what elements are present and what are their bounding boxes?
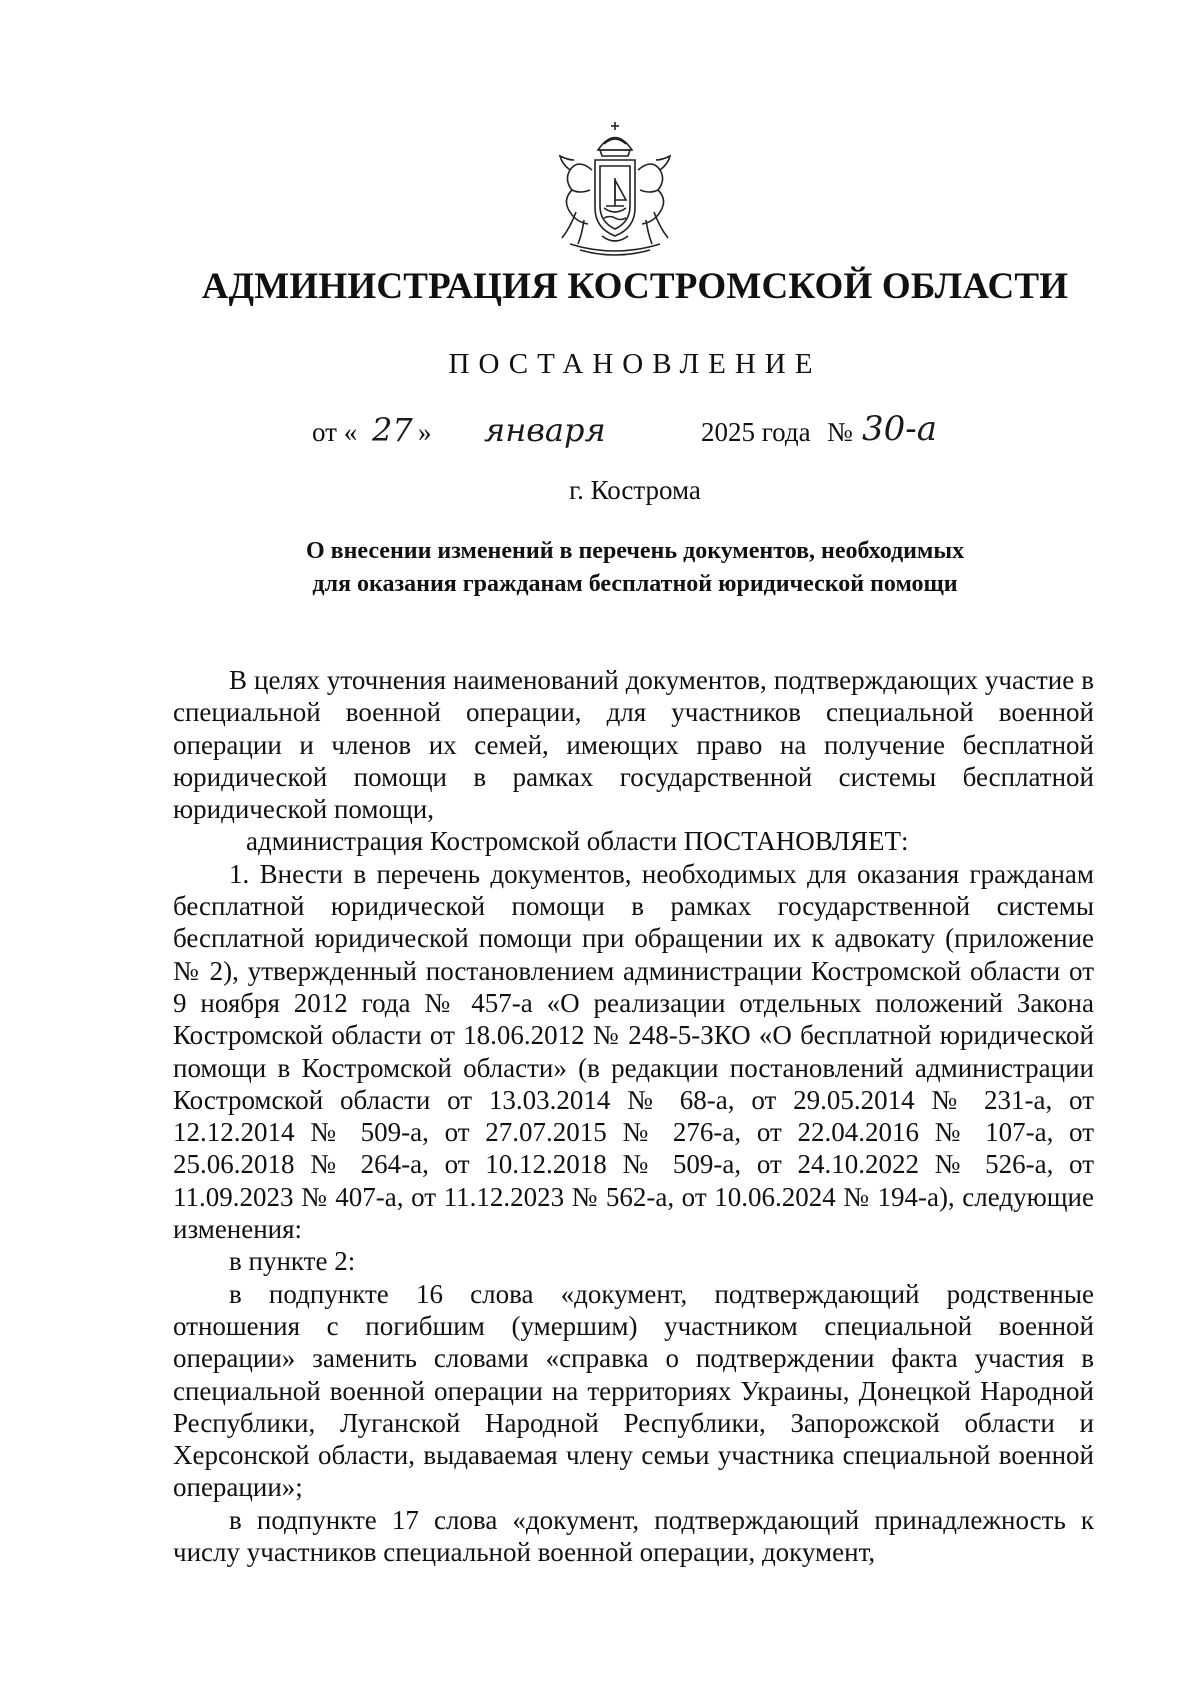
paragraph-preamble: В целях уточнения наименований документов, подтверждающих участие в специальной военной операции, для участников специальной военной операции и членов их семей, имеющих право на получение бесплатной юридической помощи в рамках государственной системы бесплатной юридической помощи, <box>173 665 1094 825</box>
coat-of-arms-icon <box>540 120 690 260</box>
date-prefix: от « <box>312 417 358 447</box>
handwritten-month: января <box>484 411 606 449</box>
date-number-line <box>0 405 1200 465</box>
paragraph-resolves: администрация Костромской области ПОСТАНОВЛЯЕТ: <box>246 826 909 857</box>
paragraph-subpoint-17: в подпункте 17 слова «документ, подтверждающий принадлежность к числу участников специальной военной операции, документ, <box>173 1504 1094 1568</box>
number-sign: № <box>827 417 853 447</box>
subject-line: для оказания гражданам бесплатной юридической помощи <box>312 571 958 597</box>
document-body <box>173 664 1094 1568</box>
handwritten-number: 30-а <box>862 409 938 449</box>
paragraph-point-2: в пункте 2: <box>229 1246 356 1277</box>
document-type: ПОСТАНОВЛЕНИЕ <box>448 348 822 380</box>
paragraph-item-1: 1. Внести в перечень документов, необходимых для оказания гражданам бесплатной юридической помощи в рамках государственной системы бесплатной юридической помощи при обращении их к адвокату (приложение № 2), утвержденный постановлением администрации Костромской области от 9 ноября 2012 года № 457-а «О реализации отдельных положений Закона Костромской области от 18.06.2012 № 248-5-ЗКО «О бесплатной юридической помощи в Костромской области» (в редакции постановлений администрации Костромской области от 13.03.2014 № 68-а, от 29.05.2014 № 231-а, от 12.12.2014 № 509-а, от 27.07.2015 № 276-а, от 22.04.2016 № 107-а, от 25.06.2018 № 264-а, от 10.12.2018 № 509-а, от 24.10.2022 № 526-а, от 11.09.2023 № 407-а, от 11.12.2023 № 562-а, от 10.06.2024 № 194-а), следующие изменения: <box>173 858 1094 1245</box>
date-day-close: » <box>418 417 432 447</box>
city: г. Кострома <box>569 475 701 505</box>
document-subject <box>170 535 1100 601</box>
organization-title: АДМИНИСТРАЦИЯ КОСТРОМСКОЙ ОБЛАСТИ <box>201 266 1069 307</box>
handwritten-day: 27 <box>372 411 413 449</box>
date-year: 2025 года <box>701 417 811 447</box>
paragraph-subpoint-16: в подпункте 16 слова «документ, подтверждающий родственные отношения с погибшим (умершим) участником специальной военной операции» заменить словами «справка о подтверждении факта участия в специальной военной операции на территориях Украины, Донецкой Народной Республики, Луганской Народной Республики, Запорожской области и Херсонской области, выдаваемая члену семьи участника специальной военной операции»; <box>173 1278 1094 1503</box>
subject-line: О внесении изменений в перечень документов, необходимых <box>305 538 965 564</box>
